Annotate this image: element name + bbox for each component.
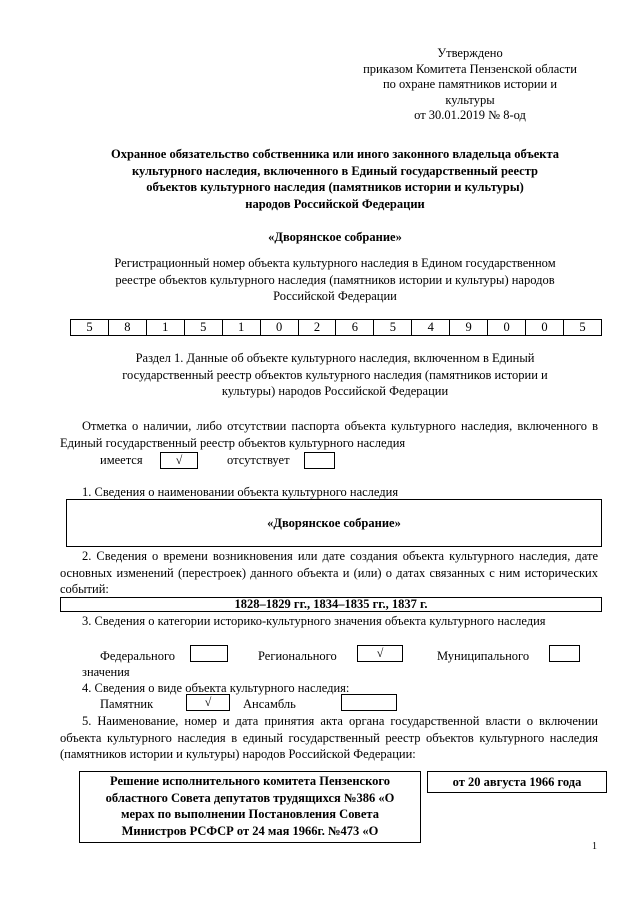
section-heading-line: культуры) народов Российской Федерации	[221, 384, 449, 398]
passport-exists-checkbox[interactable]: √	[160, 452, 198, 469]
municipal-label: Муниципального	[437, 649, 530, 663]
item-4-text: 4. Сведения о виде объекта культурного наследия:	[82, 681, 350, 695]
approval-line: Утверждено	[437, 46, 503, 60]
act-line: Министров РСФСР от 24 мая 1966г. №473 «О	[121, 823, 379, 838]
federal-label: Федерального	[100, 649, 176, 663]
page-number: 1	[592, 841, 597, 852]
item-1-name-box: «Дворянское собрание»	[66, 499, 602, 547]
act-line: Решение исполнительного комитета Пензенского	[110, 774, 390, 788]
item-1-text: 1. Сведения о наименовании объекта культурного наследия	[82, 485, 399, 499]
title-line: культурного наследия, включенного в Единый государственный реестр	[132, 163, 538, 178]
monument-label: Памятник	[100, 697, 154, 711]
act-line: областного Совета депутатов трудящихся №386 «О	[105, 790, 395, 805]
registration-digit: 5	[185, 320, 223, 335]
object-name-heading: «Дворянское собрание»	[268, 230, 402, 244]
item-2-dates-box: 1828–1829 гг., 1834–1835 гг., 1837 г.	[60, 597, 602, 612]
section-heading-line: государственный реестр объектов культурного наследия (памятников истории и	[122, 367, 548, 382]
act-line: мерах по выполнении Постановления Совета	[121, 807, 379, 821]
registration-digit: 1	[223, 320, 261, 335]
registration-digit: 0	[261, 320, 299, 335]
registration-digit: 5	[579, 320, 586, 334]
passport-exists-label: имеется	[100, 453, 143, 467]
approval-line: культуры	[445, 92, 495, 107]
ensemble-label: Ансамбль	[243, 697, 296, 711]
monument-checkbox[interactable]: √	[186, 694, 230, 711]
registration-digit: 5	[374, 320, 412, 335]
section-1-heading	[60, 350, 610, 400]
passport-paragraph: Отметка о наличии, либо отсутствии паспорта объекта культурного наследия, включенного в Единый государственный реестр объектов культурного наследия	[60, 419, 598, 450]
registration-number-row	[70, 319, 602, 336]
ensemble-checkbox[interactable]	[341, 694, 397, 711]
regional-label: Регионального	[258, 649, 337, 663]
registration-digit: 2	[299, 320, 337, 335]
registration-caption-line: реестре объектов культурного наследия (памятников истории и культуры) народов	[115, 272, 555, 287]
document-title	[60, 146, 610, 212]
section-heading-line: Раздел 1. Данные об объекте культурного наследия, включенном в Единый	[135, 351, 535, 365]
item-3-text: 3. Сведения о категории историко-культурного значения объекта культурного наследия	[82, 614, 546, 628]
item-2-text: 2. Сведения о времени возникновения или дате создания объекта культурного наследия, дате основных изменений (перестроек) данного объекта и (или) о датах связанных с ним исторических событий:	[60, 549, 598, 596]
approval-line: по охране памятников истории и	[382, 77, 558, 91]
registration-caption-line: Российской Федерации	[273, 289, 397, 303]
registration-digit: 0	[488, 320, 526, 335]
title-line: народов Российской Федерации	[245, 196, 425, 211]
item-5-text: 5. Наименование, номер и дата принятия акта органа государственной власти о включении объекта культурного наследия в единый государственный реестр объектов культурного наследия (памятников истории и культуры) народов Российской Федерации:	[60, 714, 598, 761]
registration-digit: 6	[336, 320, 374, 335]
significance-tail: значения	[82, 665, 130, 679]
item-5-act-box	[79, 771, 421, 843]
title-line: объектов культурного наследия (памятников истории и культуры)	[146, 180, 524, 194]
federal-checkbox[interactable]	[190, 645, 228, 662]
item-5-act-date-box: от 20 августа 1966 года	[427, 771, 607, 793]
approval-line: от 30.01.2019 № 8-од	[414, 108, 526, 122]
regional-checkbox[interactable]: √	[357, 645, 403, 662]
municipal-checkbox[interactable]	[549, 645, 580, 662]
registration-caption	[60, 255, 610, 305]
registration-digit: 0	[526, 320, 564, 335]
registration-digit: 4	[412, 320, 450, 335]
registration-digit: 9	[450, 320, 488, 335]
passport-absent-checkbox[interactable]	[304, 452, 335, 469]
registration-digit: 1	[147, 320, 185, 335]
passport-absent-label: отсутствует	[227, 453, 290, 467]
registration-digit: 8	[109, 320, 147, 335]
approval-block	[310, 46, 630, 124]
title-line: Охранное обязательство собственника или иного законного владельца объекта	[110, 147, 560, 161]
approval-line: приказом Комитета Пензенской области	[363, 61, 577, 76]
registration-digit: 5	[71, 320, 109, 335]
registration-caption-line: Регистрационный номер объекта культурного наследия в Едином государственном	[114, 256, 556, 270]
